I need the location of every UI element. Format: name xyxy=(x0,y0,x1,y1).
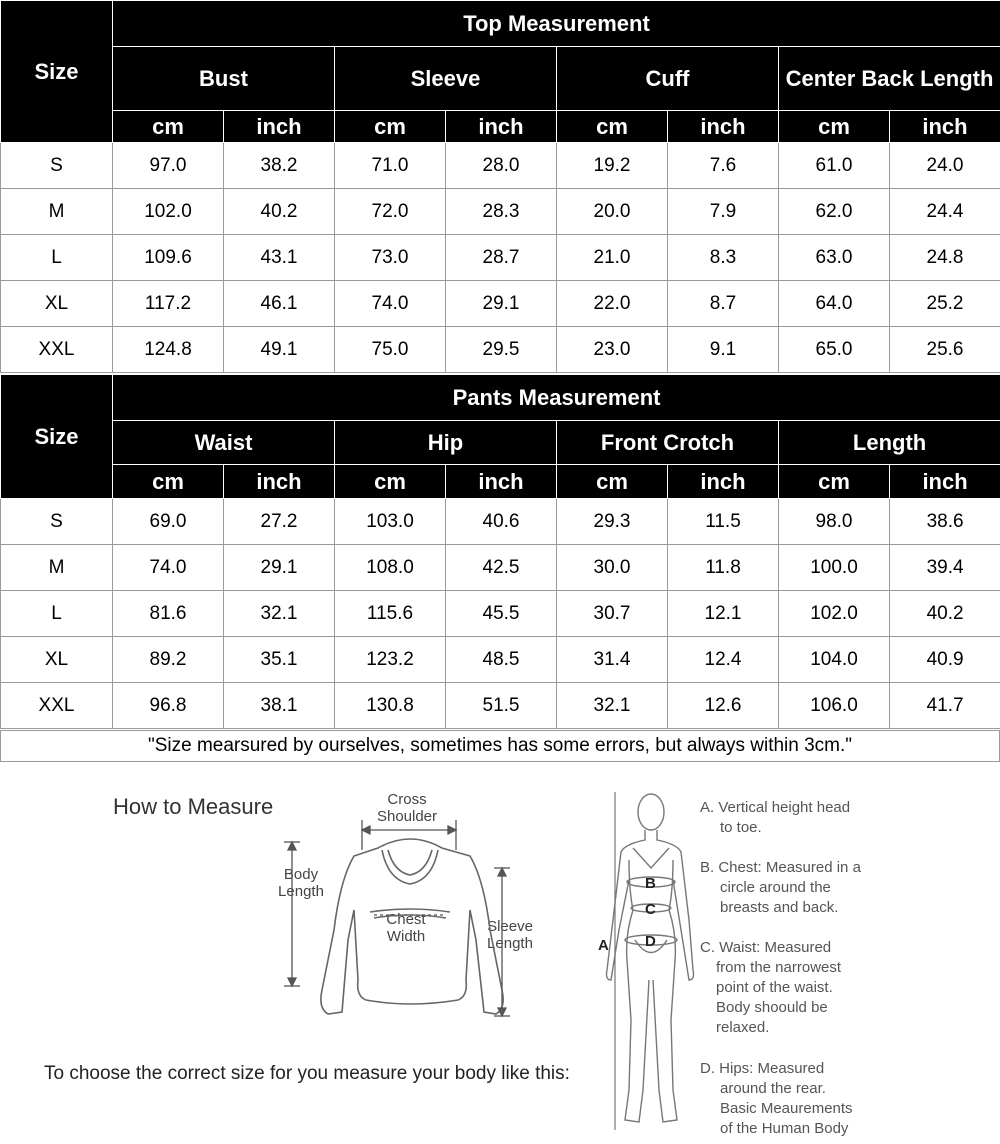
note-line: to toe. xyxy=(720,819,762,836)
note-line: of the Human Body xyxy=(720,1120,849,1137)
value-cell: 42.5 xyxy=(446,545,557,591)
value-cell: 41.7 xyxy=(890,683,1000,729)
unit-header-inch: inch xyxy=(446,465,557,499)
value-cell: 8.3 xyxy=(668,235,779,281)
note-line: D. Hips: Measured xyxy=(700,1060,825,1077)
table-row xyxy=(1,545,1000,591)
unit-header-inch: inch xyxy=(668,111,779,143)
note-b xyxy=(700,858,861,918)
table-row xyxy=(1,499,1000,545)
value-cell: 89.2 xyxy=(113,637,224,683)
group-header-cuff: Cuff xyxy=(557,47,779,111)
note-line: point of the waist. xyxy=(716,979,833,996)
pants-measurement-table xyxy=(0,374,1000,729)
value-cell: 100.0 xyxy=(779,545,890,591)
unit-header-inch: inch xyxy=(890,111,1000,143)
table-row xyxy=(1,189,1000,235)
note-line: relaxed. xyxy=(716,1019,770,1036)
table-title: Pants Measurement xyxy=(113,375,1000,421)
group-header-hip: Hip xyxy=(335,421,557,465)
letter-d: D xyxy=(645,933,656,950)
unit-header-cm: cm xyxy=(779,111,890,143)
value-cell: 109.6 xyxy=(113,235,224,281)
note-d xyxy=(700,1059,853,1139)
value-cell: 11.8 xyxy=(668,545,779,591)
value-cell: 24.8 xyxy=(890,235,1000,281)
value-cell: 12.6 xyxy=(668,683,779,729)
group-header-center-back-length: Center Back Length xyxy=(779,47,1000,111)
value-cell: 96.8 xyxy=(113,683,224,729)
value-cell: 25.2 xyxy=(890,281,1000,327)
value-cell: 7.6 xyxy=(668,143,779,189)
value-cell: 40.2 xyxy=(890,591,1000,637)
value-cell: 30.7 xyxy=(557,591,668,637)
value-cell: 8.7 xyxy=(668,281,779,327)
label-line: Shoulder xyxy=(376,808,438,825)
table-title: Top Measurement xyxy=(113,1,1000,47)
top-table-body xyxy=(1,143,1000,373)
value-cell: 11.5 xyxy=(668,499,779,545)
value-cell: 40.9 xyxy=(890,637,1000,683)
value-cell: 49.1 xyxy=(224,327,335,373)
label-line: Body xyxy=(283,866,319,883)
size-cell: XL xyxy=(1,281,113,327)
table-row xyxy=(1,327,1000,373)
value-cell: 51.5 xyxy=(446,683,557,729)
value-cell: 123.2 xyxy=(335,637,446,683)
table-row xyxy=(1,143,1000,189)
value-cell: 69.0 xyxy=(113,499,224,545)
value-cell: 75.0 xyxy=(335,327,446,373)
how-to-measure-title: How to Measure xyxy=(113,794,274,819)
value-cell: 108.0 xyxy=(335,545,446,591)
value-cell: 28.7 xyxy=(446,235,557,281)
value-cell: 35.1 xyxy=(224,637,335,683)
value-cell: 106.0 xyxy=(779,683,890,729)
value-cell: 25.6 xyxy=(890,327,1000,373)
unit-header-inch: inch xyxy=(890,465,1000,499)
value-cell: 32.1 xyxy=(557,683,668,729)
table-row xyxy=(1,637,1000,683)
value-cell: 19.2 xyxy=(557,143,668,189)
value-cell: 31.4 xyxy=(557,637,668,683)
size-header: Size xyxy=(1,375,113,499)
value-cell: 115.6 xyxy=(335,591,446,637)
value-cell: 124.8 xyxy=(113,327,224,373)
value-cell: 29.1 xyxy=(224,545,335,591)
value-cell: 97.0 xyxy=(113,143,224,189)
value-cell: 65.0 xyxy=(779,327,890,373)
size-cell: S xyxy=(1,499,113,545)
unit-header-cm: cm xyxy=(113,111,224,143)
value-cell: 38.1 xyxy=(224,683,335,729)
size-cell: XXL xyxy=(1,683,113,729)
instruction-text: To choose the correct size for you measure your body like this: xyxy=(44,1063,570,1084)
label-line: Length xyxy=(487,935,533,952)
letter-c: C xyxy=(645,901,656,918)
human-body-diagram xyxy=(595,790,695,1140)
unit-header-cm: cm xyxy=(335,111,446,143)
value-cell: 38.2 xyxy=(224,143,335,189)
unit-header-cm: cm xyxy=(335,465,446,499)
value-cell: 12.4 xyxy=(668,637,779,683)
table-row xyxy=(1,591,1000,637)
value-cell: 104.0 xyxy=(779,637,890,683)
note-line: Basic Meaurements xyxy=(720,1100,853,1117)
size-cell: S xyxy=(1,143,113,189)
value-cell: 45.5 xyxy=(446,591,557,637)
value-cell: 40.2 xyxy=(224,189,335,235)
note-line: around the rear. xyxy=(720,1080,826,1097)
value-cell: 117.2 xyxy=(113,281,224,327)
value-cell: 74.0 xyxy=(113,545,224,591)
size-cell: XXL xyxy=(1,327,113,373)
value-cell: 71.0 xyxy=(335,143,446,189)
unit-header-inch: inch xyxy=(668,465,779,499)
value-cell: 46.1 xyxy=(224,281,335,327)
label-line: Sleeve xyxy=(487,918,533,935)
size-cell: M xyxy=(1,545,113,591)
note-line: from the narrowest xyxy=(716,959,842,976)
table-row xyxy=(1,235,1000,281)
value-cell: 48.5 xyxy=(446,637,557,683)
unit-header-cm: cm xyxy=(113,465,224,499)
size-cell: L xyxy=(1,235,113,281)
top-measurement-table xyxy=(0,0,1000,373)
value-cell: 21.0 xyxy=(557,235,668,281)
size-cell: XL xyxy=(1,637,113,683)
value-cell: 32.1 xyxy=(224,591,335,637)
value-cell: 73.0 xyxy=(335,235,446,281)
value-cell: 98.0 xyxy=(779,499,890,545)
label-line: Cross xyxy=(387,791,427,808)
value-cell: 23.0 xyxy=(557,327,668,373)
group-header-length: Length xyxy=(779,421,1000,465)
unit-header-inch: inch xyxy=(446,111,557,143)
note-line: B. Chest: Measured in a xyxy=(700,859,861,876)
value-cell: 43.1 xyxy=(224,235,335,281)
unit-header-cm: cm xyxy=(557,465,668,499)
value-cell: 20.0 xyxy=(557,189,668,235)
unit-header-cm: cm xyxy=(779,465,890,499)
sweater-diagram xyxy=(270,820,530,1030)
value-cell: 22.0 xyxy=(557,281,668,327)
measurement-note: "Size mearsured by ourselves, sometimes has some errors, but always within 3cm." xyxy=(0,730,1000,762)
unit-header-inch: inch xyxy=(224,465,335,499)
value-cell: 29.1 xyxy=(446,281,557,327)
value-cell: 102.0 xyxy=(779,591,890,637)
table-row xyxy=(1,281,1000,327)
letter-b: B xyxy=(645,875,656,892)
value-cell: 12.1 xyxy=(668,591,779,637)
pants-table-body xyxy=(1,499,1000,729)
note-line: circle around the xyxy=(720,879,831,896)
letter-a: A xyxy=(598,937,609,954)
value-cell: 28.3 xyxy=(446,189,557,235)
unit-header-inch: inch xyxy=(224,111,335,143)
label-line: Width xyxy=(386,928,426,945)
note-c xyxy=(700,938,841,1038)
unit-header-cm: cm xyxy=(557,111,668,143)
value-cell: 63.0 xyxy=(779,235,890,281)
group-header-bust: Bust xyxy=(113,47,335,111)
value-cell: 74.0 xyxy=(335,281,446,327)
value-cell: 30.0 xyxy=(557,545,668,591)
value-cell: 24.4 xyxy=(890,189,1000,235)
value-cell: 28.0 xyxy=(446,143,557,189)
value-cell: 102.0 xyxy=(113,189,224,235)
size-header: Size xyxy=(1,1,113,143)
note-line: A. Vertical height head xyxy=(700,799,851,816)
value-cell: 39.4 xyxy=(890,545,1000,591)
label-line: Length xyxy=(278,883,324,900)
value-cell: 40.6 xyxy=(446,499,557,545)
value-cell: 29.5 xyxy=(446,327,557,373)
group-header-sleeve: Sleeve xyxy=(335,47,557,111)
value-cell: 72.0 xyxy=(335,189,446,235)
value-cell: 38.6 xyxy=(890,499,1000,545)
value-cell: 24.0 xyxy=(890,143,1000,189)
table-row xyxy=(1,683,1000,729)
value-cell: 62.0 xyxy=(779,189,890,235)
size-cell: M xyxy=(1,189,113,235)
note-line: Body shoould be xyxy=(716,999,828,1016)
value-cell: 103.0 xyxy=(335,499,446,545)
value-cell: 7.9 xyxy=(668,189,779,235)
note-line: breasts and back. xyxy=(720,899,839,916)
value-cell: 27.2 xyxy=(224,499,335,545)
group-header-waist: Waist xyxy=(113,421,335,465)
value-cell: 81.6 xyxy=(113,591,224,637)
note-line: C. Waist: Measured xyxy=(700,939,832,956)
value-cell: 64.0 xyxy=(779,281,890,327)
value-cell: 130.8 xyxy=(335,683,446,729)
value-cell: 61.0 xyxy=(779,143,890,189)
value-cell: 29.3 xyxy=(557,499,668,545)
value-cell: 9.1 xyxy=(668,327,779,373)
note-a xyxy=(700,798,850,838)
label-line: Chest xyxy=(386,911,426,928)
group-header-front-crotch: Front Crotch xyxy=(557,421,779,465)
size-cell: L xyxy=(1,591,113,637)
